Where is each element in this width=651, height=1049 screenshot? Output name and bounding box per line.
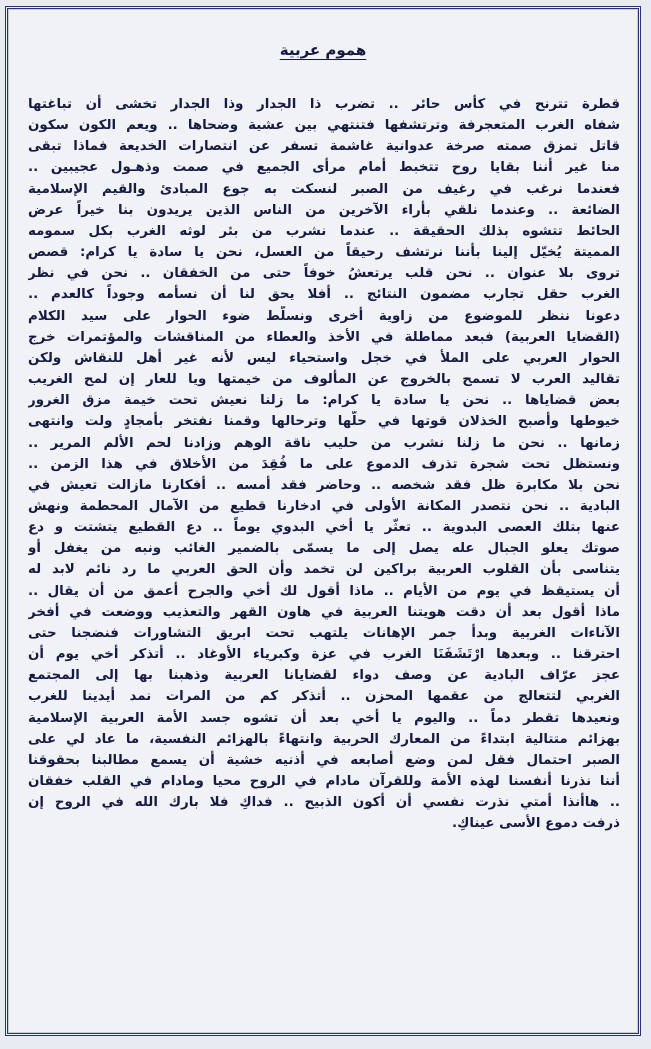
- text-line: دعونا ننظر للموضوع من زاوية أخرى ونسلّط ضوء الحوار على سيد الكلام: [28, 308, 620, 324]
- text-line: بعض قضاياها .. نحن يا سادة يا كرام: ما زلنا نعيش تحت خيمة مزق الغرور: [28, 393, 620, 409]
- text-line: (القضايا العربية) فبعد مماطلة في الأخذ والعطاء من المناقشات والمؤتمرات خرج: [28, 329, 620, 345]
- text-line: الغرب حقل تجارب مضمون النتائج .. أفلا يحق لنا أن نسأمه وجوداً كالعدم ..: [28, 287, 620, 303]
- text-line: ذرفت دموع الأسى عيناكِ.: [452, 816, 620, 832]
- text-line: الآناءات الغربية وبدأ جمر الإهانات يلتهب تحت ابريق التشاورات فنضجنا حتى: [28, 625, 620, 641]
- document-page: [5, 6, 641, 1036]
- text-line: الحائط تتشوه بذلك الحقيقة .. عندما نشرب من بئر لوثه الغرب بكل سمومه: [28, 223, 620, 239]
- text-line: الضائعة .. وعندما نلقي بأراء الآخرين من الناس الذين يريدون بنا خيراً عرض: [28, 202, 620, 218]
- document-title: هموم عربية: [279, 41, 367, 59]
- text-line: احترقنا .. وبعدها ارْتَشَفَنَا الغرب في عزة وكبرياء الأوغاد .. أتذكر أخي يوم أن: [28, 647, 620, 663]
- text-line: ماذا أقول بعد أن دقت هويتنا العربية في هاون القهر والتعذيب ووضعت في أفخر: [28, 604, 620, 620]
- text-line: .. هاأنذا أمتي نذرت نفسي أن أكون الذبيح .. فداكِ فلا بارك الله في الروح إن: [28, 795, 620, 811]
- text-line: صوتك يعلو الجبال عله يصل إلى ما يسمّى بالضمير الغائب ونبه من يغفل أو: [28, 541, 620, 557]
- text-line: أن يستيقظ في يوم من الأيام .. ماذا أقول لك أخي والجرح أعمق من أن يقال ..: [28, 583, 620, 599]
- text-line: البادية .. نحن نتصدر المكانة الأولى في ادخارنا قطيع من الآمال المحطمة ونهش: [28, 498, 620, 514]
- text-line: شفاه الغرب المتعجرفة وترتشفها فتنتهي بين عشية وضحاها .. ويعم الكون سكون: [28, 118, 620, 134]
- text-line: تقاليد العرب لا تسمح بالخروج عن المألوف من خيمتها ويا للعار إن لمح الغريب: [28, 372, 620, 388]
- text-line: الغربي لتتعالج من عقمها المحزن .. أتذكر كم من المرات نمد أيدينا للغرب: [28, 689, 620, 705]
- text-line: منا غير أننا بقايا روح تتخبط أمام مرأى الجميع في صمت وذهـول عجيبين ..: [28, 160, 620, 176]
- text-line: زمانها .. نحن ما زلنا نشرب من حليب ناقة الوهم وزادنا لحم الألم المرير ..: [28, 435, 620, 451]
- text-line: المميتة يُخيّل إلينا بأننا نرتشف رحيقاً من العسل، نحن يا سادة يا كرام: قصص: [28, 245, 620, 261]
- text-line: فعندما نرغب في رغيف من الصبر لنسكت به جوع المبادئ والقيم الإسلامية: [28, 181, 620, 197]
- text-line: ونستظل تحت شجرة تذرف الدموع على ما فُقِدَ من الأخلاق في هذا الزمن ..: [28, 456, 620, 472]
- text-line: الصبر احتمال فقل لمن وضع أصابعه في أذنيه خشية أن يسمع مطالبنا بحقوقنا: [28, 752, 620, 768]
- text-line: عجز عرّاف البادية عن وصف دواء لقضايانا العربية وذهبنا بها إلى المجتمع: [28, 668, 620, 684]
- text-line: قطرة تترنح في كأس حائر .. تضرب ذا الجدار وذا الجدار تخشى أن تباغتها: [28, 97, 620, 112]
- text-line: بهزائم متتالية ابتداءً من المعارك الحربية وانتهاءً بالهزائم النفسية، ما عاد لي على: [28, 731, 620, 747]
- text-line: يتناسى بأن القلوب العربية براكين لن تخمد وأن الحق العربي ما رد نائم لابد له: [28, 562, 620, 578]
- text-line: الحوار العربي على الملأ في خجل واستحياء ليس لأنه غير أهل للنقاش ولكن: [28, 350, 620, 366]
- text-line: تروى بلا عنوان .. نحن قلب يرتعشُ خوفاً حتى من الخفقان .. نحن في نظر: [28, 266, 620, 282]
- text-line: خيوطها وأصبح الخذلان قوتها في حلّها وترحالها وقمنا نفتخر بأمجادٍ ولت وانتهى: [28, 414, 620, 430]
- text-line: ونعيدها تقطر دماً .. واليوم يا أخي بعد أن تشوه جسد الأمة العربية الإسلامية: [28, 710, 620, 726]
- text-line: قاتل تمزق صمته صرخة عدوانية غاشمة تسفر عن انتصارات الخديعة فماذا تبقى: [28, 139, 620, 155]
- text-line: نحن بلا مكابرة ظل فقد شخصه .. وحاضر فقد أمسه .. أفكارنا مازالت تعيش في: [28, 477, 620, 493]
- text-line: عنها بتلك العصى البدوية .. تعثّر يا أخي البدوي يوماً .. دع القطيع يتشتت و دع: [28, 520, 620, 536]
- text-line: أننا نذرنا أنفسنا لهذه الأمة وللقرآن مادام في الروح محيا ومادام في القلب خفقان: [28, 774, 620, 789]
- document-body: [28, 94, 620, 834]
